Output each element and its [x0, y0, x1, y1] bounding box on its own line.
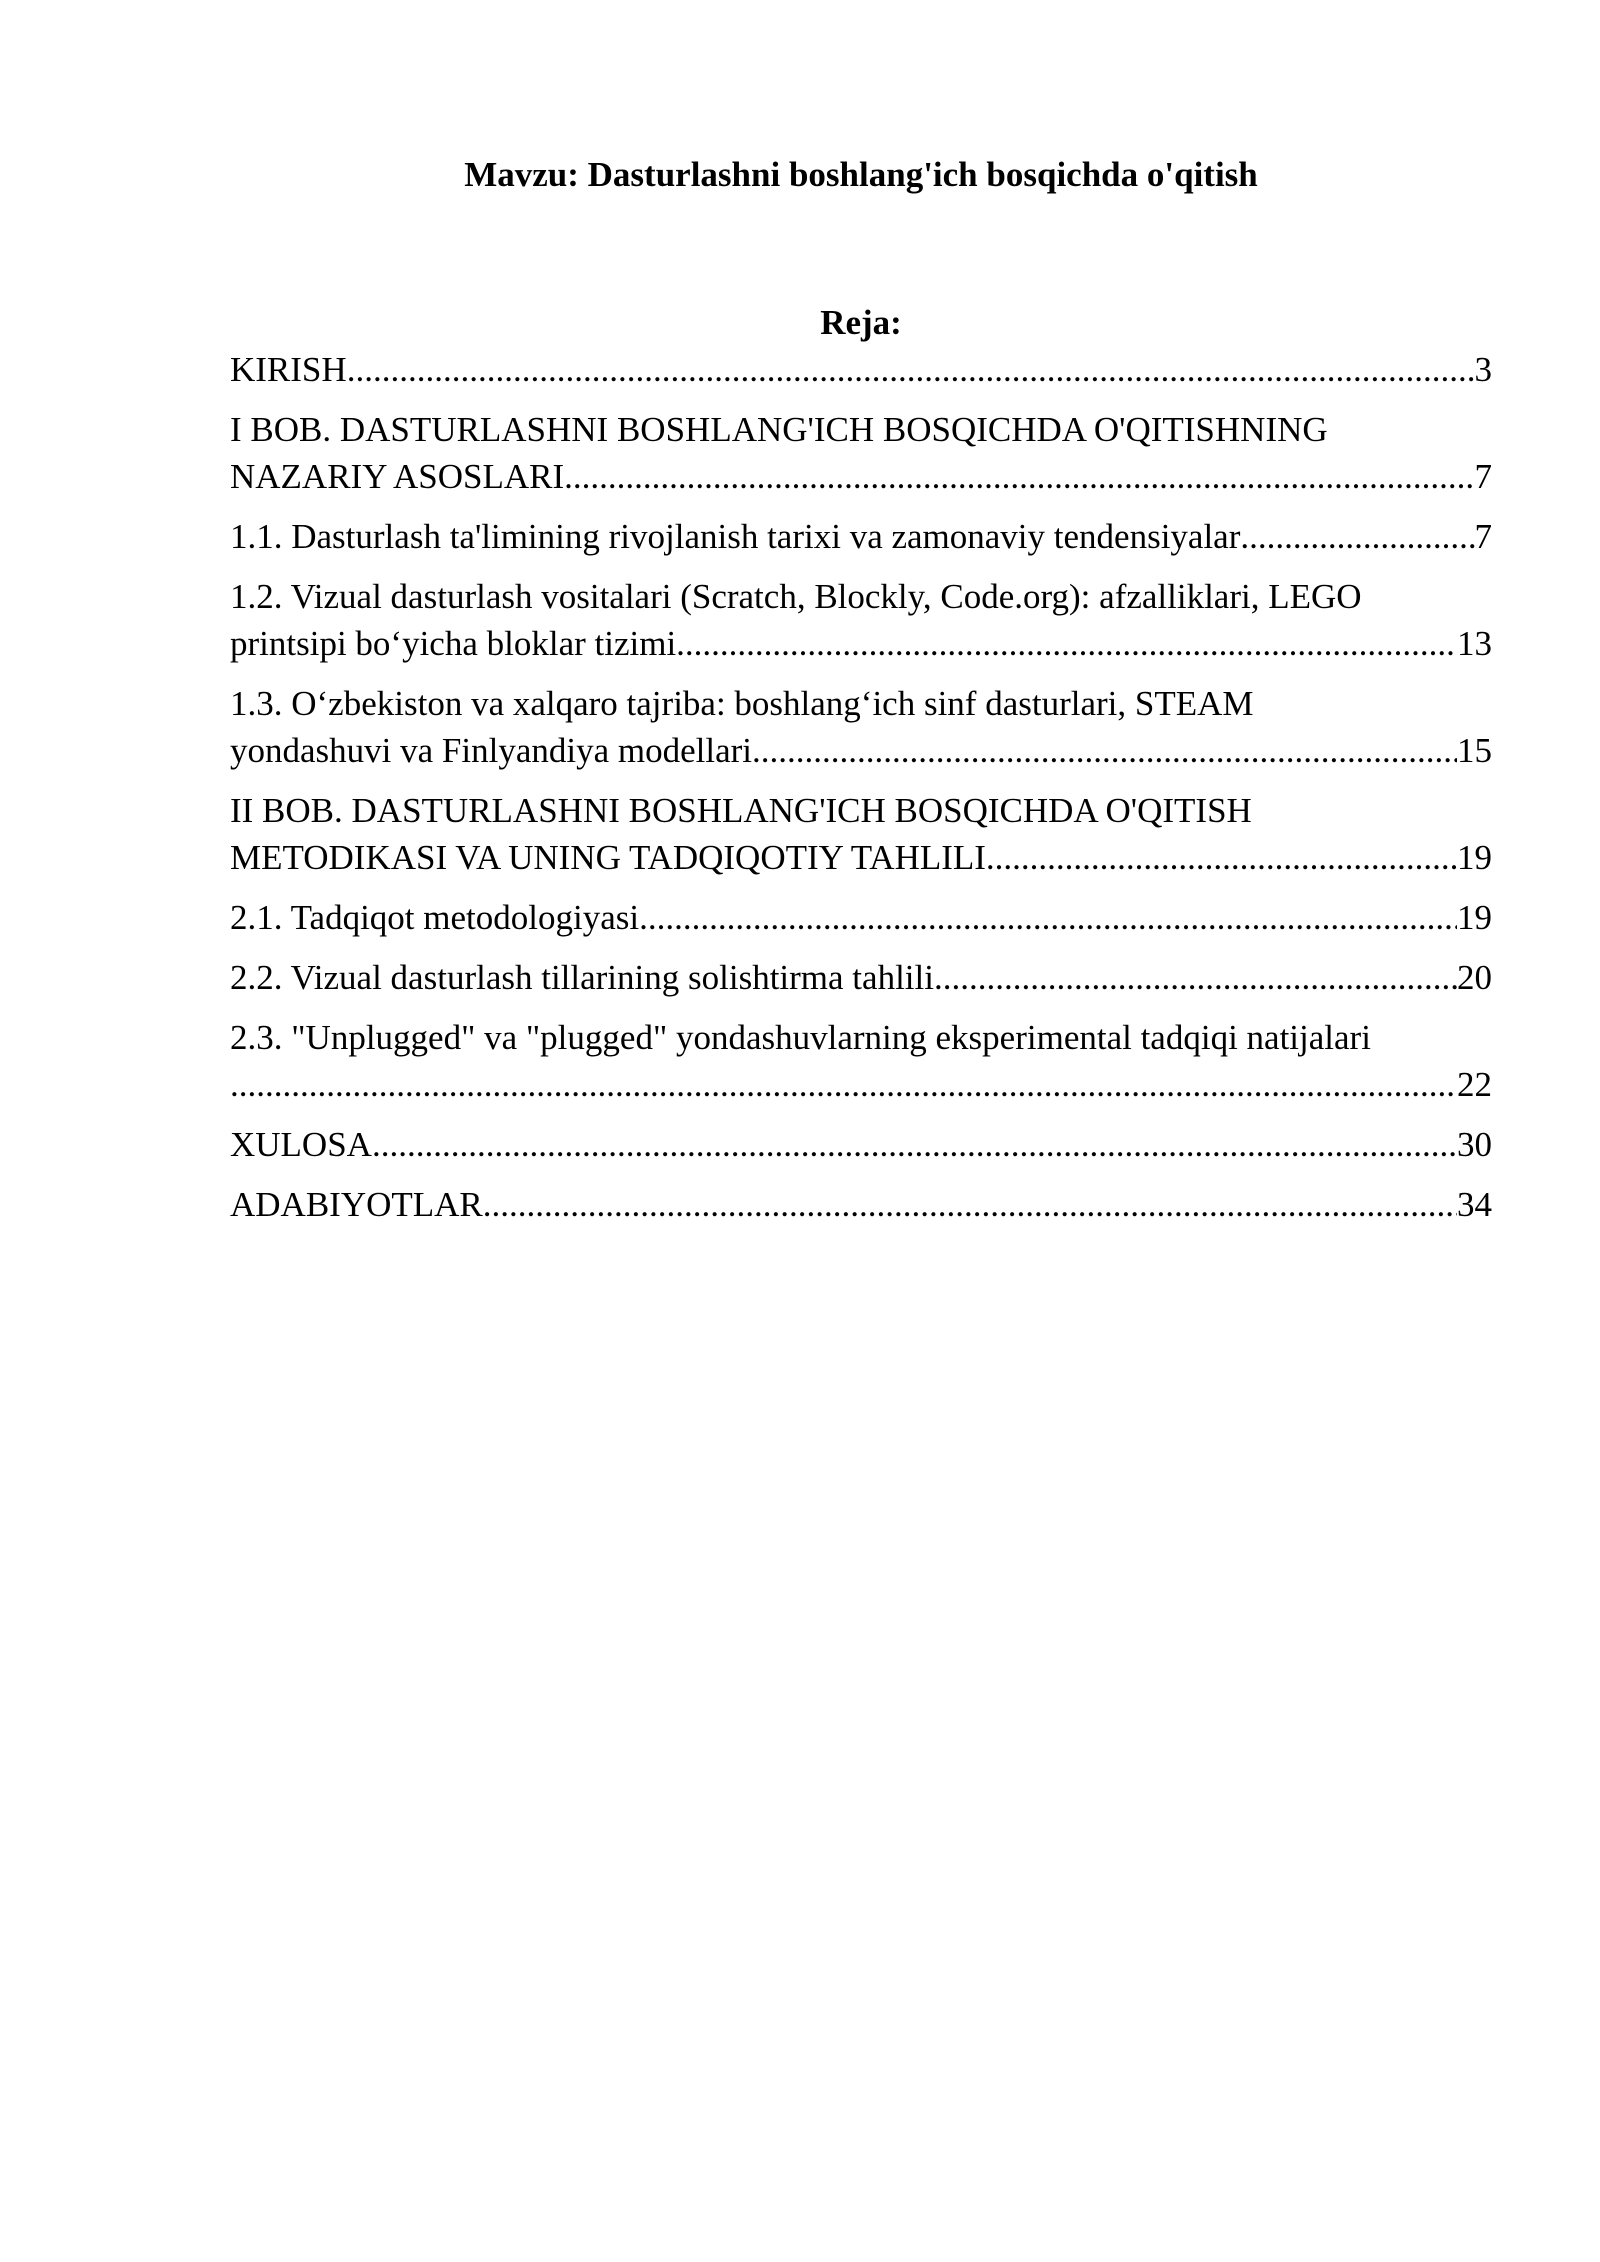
toc-entry-line-2	[230, 620, 1492, 667]
plan-heading: Reja:	[820, 303, 902, 342]
toc-entry-1-2	[230, 573, 1492, 667]
toc-entry-label: 2.2. Vizual dasturlash tillarining solishtirma tahlili	[230, 958, 934, 997]
toc-page-number: 22	[1457, 1065, 1492, 1104]
toc-page-number: 30	[1457, 1125, 1492, 1164]
dot-leader	[752, 727, 1457, 774]
toc-entry-label: II BOB. DASTURLASHNI BOSHLANG'ICH BOSQICHDA O'QITISH	[230, 791, 1252, 830]
dot-leader	[1240, 513, 1474, 560]
toc-entry-label: I BOB. DASTURLASHNI BOSHLANG'ICH BOSQICHDA O'QITISHNING	[230, 410, 1328, 449]
document-title: Mavzu: Dasturlashni boshlang'ich bosqichda o'qitish	[464, 155, 1258, 194]
toc-entry-label: 1.2. Vizual dasturlash vositalari (Scratch, Blockly, Code.org): afzalliklari, LEGO	[230, 577, 1362, 616]
toc-entry-label-continued: NAZARIY ASOSLARI	[230, 457, 565, 496]
toc-page-number: 7	[1474, 517, 1492, 556]
toc-entry-line-2	[230, 834, 1492, 881]
toc-entry-1-1	[230, 513, 1492, 560]
dot-leader	[372, 1121, 1457, 1168]
toc-page-number: 19	[1457, 838, 1492, 877]
dot-leader	[934, 954, 1457, 1001]
table-of-contents	[230, 346, 1492, 1241]
toc-entry-line-2	[230, 453, 1492, 500]
toc-entry-label: ADABIYOTLAR	[230, 1185, 483, 1224]
toc-entry-label: 2.1. Tadqiqot metodologiyasi	[230, 898, 640, 937]
toc-page-number: 15	[1457, 731, 1492, 770]
toc-entry-label-continued: yondashuvi va Finlyandiya modellari	[230, 731, 752, 770]
toc-entry-xulosa	[230, 1121, 1492, 1168]
toc-entry-label: 2.3. "Unplugged" va "plugged" yondashuvlarning eksperimental tadqiqi natijalari	[230, 1018, 1371, 1057]
dot-leader	[564, 453, 1474, 500]
dot-leader	[676, 620, 1457, 667]
toc-entry-line-2	[230, 1061, 1492, 1108]
toc-entry-2-2	[230, 954, 1492, 1001]
dot-leader	[639, 894, 1457, 941]
toc-entry-kirish	[230, 346, 1492, 393]
toc-entry-2-1	[230, 894, 1492, 941]
dot-leader	[347, 346, 1475, 393]
toc-entry-label: KIRISH	[230, 350, 347, 389]
toc-page-number: 20	[1457, 958, 1492, 997]
toc-entry-chapter-1	[230, 406, 1492, 500]
toc-page-number: 19	[1457, 898, 1492, 937]
toc-page-number: 13	[1457, 624, 1492, 663]
dot-leader	[230, 1061, 1457, 1108]
toc-entry-label-continued: METODIKASI VA UNING TADQIQOTIY TAHLILI	[230, 838, 986, 877]
toc-entry-2-3	[230, 1014, 1492, 1108]
toc-page-number: 34	[1457, 1185, 1492, 1224]
toc-entry-label-continued: printsipi bo‘yicha bloklar tizimi	[230, 624, 677, 663]
toc-page-number: 7	[1474, 457, 1492, 496]
toc-entry-label: 1.1. Dasturlash ta'limining rivojlanish tarixi va zamonaviy tendensiyalar	[230, 517, 1241, 556]
dot-leader	[986, 834, 1457, 881]
toc-entry-adabiyotlar	[230, 1181, 1492, 1228]
dot-leader	[483, 1181, 1457, 1228]
toc-entry-line-2	[230, 727, 1492, 774]
toc-page-number: 3	[1474, 350, 1492, 389]
toc-entry-label: 1.3. O‘zbekiston va xalqaro tajriba: boshlang‘ich sinf dasturlari, STEAM	[230, 684, 1254, 723]
toc-entry-1-3	[230, 680, 1492, 774]
toc-entry-chapter-2	[230, 787, 1492, 881]
toc-entry-label: XULOSA	[230, 1125, 372, 1164]
